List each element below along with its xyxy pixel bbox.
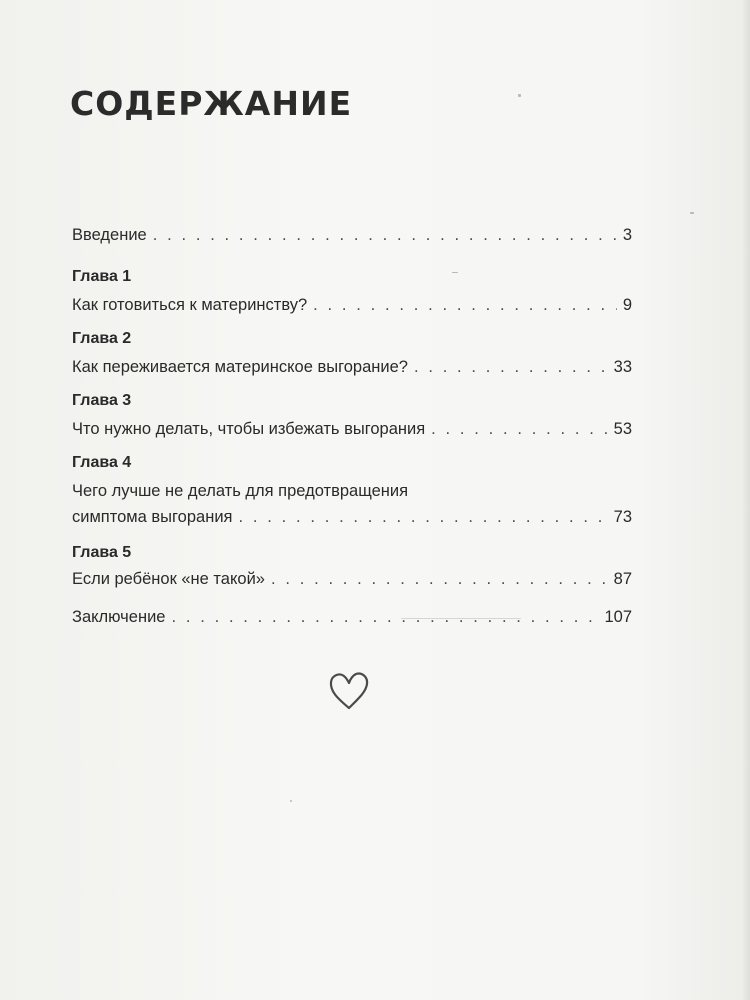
dot-leader [238,506,607,528]
page-title: СОДЕРЖАНИЕ [70,84,353,123]
toc-entry-intro[interactable] [72,224,632,246]
page-number: 53 [613,420,632,438]
chapter-title: Как готовиться к материнству? [72,296,308,314]
toc-chapter-5[interactable] [72,542,632,590]
dot-leader [153,224,617,246]
toc-chapter-4[interactable] [72,452,632,528]
chapter-heading: Глава 3 [72,392,132,409]
dot-leader [431,418,607,440]
page-number: 107 [604,608,632,626]
toc-entry [72,418,632,440]
paper-speck [518,94,521,97]
paper-speck [452,272,458,273]
chapter-heading: Глава 2 [72,330,132,347]
dot-leader [313,294,617,316]
dot-leader [171,606,598,628]
paper-speck [290,800,292,802]
page-number: 33 [613,358,632,376]
toc-entry [72,506,632,528]
dot-leader [414,356,608,378]
toc-chapter-2[interactable] [72,328,632,378]
toc-entry-conclusion[interactable] [72,606,632,628]
table-of-contents [72,220,632,628]
chapter-heading: Глава 1 [72,268,132,285]
page-edge-shadow [742,0,750,1000]
chapter-title: Если ребёнок «не такой» [72,570,265,588]
page-number: 3 [622,226,632,244]
page-number: 87 [613,570,632,588]
page-number: 9 [622,296,632,314]
toc-entry [72,568,632,590]
heart-icon [327,670,371,712]
paper-speck [401,618,521,619]
page-number: 73 [613,508,632,526]
chapter-heading: Глава 5 [72,544,132,561]
chapter-title-line-1: Чего лучше не делать для предотвращения [72,482,409,500]
toc-chapter-3[interactable] [72,390,632,440]
chapter-title: Как переживается материнское выгорание? [72,358,408,376]
toc-entry-label: Заключение [72,608,166,626]
toc-entry [72,356,632,378]
chapter-title: Что нужно делать, чтобы избежать выгорания [72,420,426,438]
toc-entry-label: Введение [72,226,147,244]
paper-speck [690,212,694,214]
dot-leader [271,568,608,590]
chapter-title-line-2: симптома выгорания [72,508,233,526]
toc-entry [72,294,632,316]
chapter-heading: Глава 4 [72,454,132,471]
toc-chapter-1[interactable] [72,266,632,316]
